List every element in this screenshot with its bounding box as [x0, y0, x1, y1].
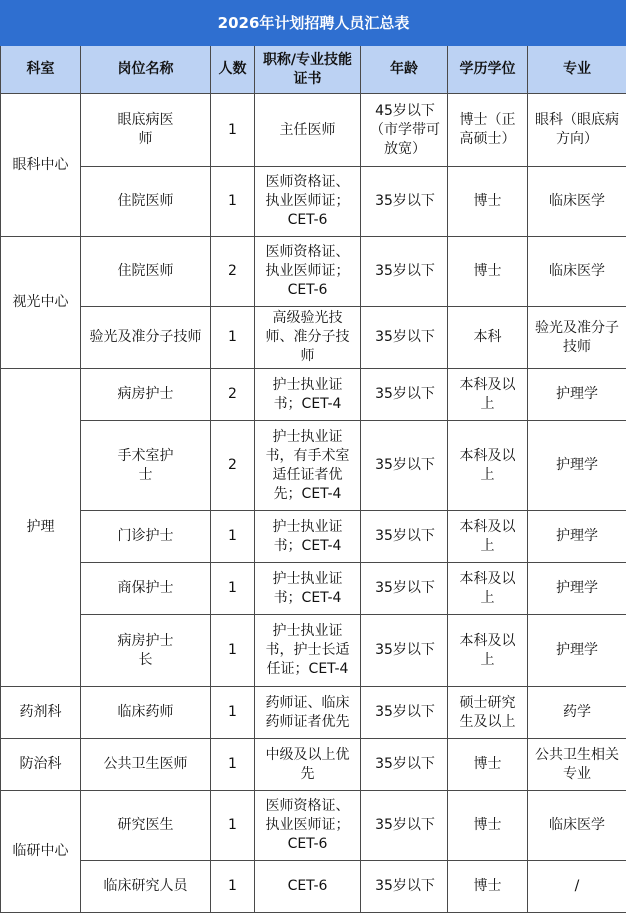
- count-text: 1: [215, 328, 250, 347]
- degree-text: 博士: [458, 755, 518, 774]
- count-cell: [211, 369, 255, 421]
- cert-text: CET-6: [261, 877, 355, 896]
- count-text: 1: [215, 877, 250, 896]
- table-row: [1, 615, 626, 687]
- major-cell: [528, 563, 626, 615]
- major-text: 护理学: [533, 456, 621, 475]
- cert-text: 高级验光技师、准分子技师: [261, 309, 355, 366]
- table-row: [1, 307, 626, 369]
- position-cell: [81, 167, 211, 237]
- age-cell: [361, 687, 448, 739]
- cert-cell: [255, 237, 361, 307]
- degree-text: 硕士研究生及以上: [458, 694, 518, 732]
- cert-text: 护士执业证书，有手术室适任证者优先；CET-4: [261, 428, 355, 504]
- count-cell: [211, 167, 255, 237]
- cert-cell: [255, 861, 361, 913]
- count-cell: [211, 861, 255, 913]
- count-cell: [211, 615, 255, 687]
- table-body: [1, 94, 626, 913]
- position-text: 商保护士: [85, 579, 206, 598]
- degree-text: 博士: [458, 877, 518, 896]
- header-degree: 学历学位: [448, 46, 528, 94]
- degree-cell: [448, 511, 528, 563]
- cert-cell: [255, 687, 361, 739]
- major-text: 临床医学: [533, 192, 621, 211]
- major-text: 护理学: [533, 385, 621, 404]
- major-cell: [528, 307, 626, 369]
- major-cell: [528, 687, 626, 739]
- position-cell: [81, 861, 211, 913]
- header-major: 专业: [528, 46, 626, 94]
- cert-text: 护士执业证书，护士长适任证；CET-4: [261, 622, 355, 679]
- position-text: 公共卫生医师: [85, 755, 206, 774]
- degree-cell: [448, 307, 528, 369]
- age-text: 45岁以下（市学带可放宽）: [365, 102, 445, 159]
- position-cell: [81, 739, 211, 791]
- dept-cell: 防治科: [1, 739, 81, 791]
- age-text: 35岁以下: [365, 816, 445, 835]
- age-text: 35岁以下: [365, 385, 445, 404]
- degree-text: 本科及以上: [458, 447, 518, 485]
- position-text: 手术室护士: [116, 447, 176, 485]
- degree-text: 本科及以上: [458, 518, 518, 556]
- major-cell: [528, 511, 626, 563]
- age-text: 35岁以下: [365, 755, 445, 774]
- major-text: 药学: [533, 703, 621, 722]
- dept-cell: 护理: [1, 369, 81, 687]
- cert-text: 中级及以上优先: [261, 746, 355, 784]
- table-row: [1, 687, 626, 739]
- count-cell: [211, 511, 255, 563]
- major-text: 眼科（眼底病方向）: [533, 111, 621, 149]
- cert-cell: [255, 511, 361, 563]
- degree-cell: [448, 563, 528, 615]
- cert-cell: [255, 615, 361, 687]
- position-cell: [81, 687, 211, 739]
- cert-text: 护士执业证书；CET-4: [261, 376, 355, 414]
- table-row: [1, 369, 626, 421]
- age-text: 35岁以下: [365, 641, 445, 660]
- position-text: 病房护士长: [116, 632, 176, 670]
- cert-text: 护士执业证书；CET-4: [261, 518, 355, 556]
- cert-cell: [255, 739, 361, 791]
- table-row: [1, 739, 626, 791]
- major-text: 护理学: [533, 579, 621, 598]
- degree-text: 博士: [458, 816, 518, 835]
- count-text: 1: [215, 641, 250, 660]
- major-text: 护理学: [533, 527, 621, 546]
- degree-cell: [448, 167, 528, 237]
- age-cell: [361, 369, 448, 421]
- cert-cell: [255, 167, 361, 237]
- count-text: 1: [215, 527, 250, 546]
- position-cell: [81, 563, 211, 615]
- age-cell: [361, 861, 448, 913]
- position-cell: [81, 307, 211, 369]
- major-text: 公共卫生相关专业: [533, 746, 621, 784]
- table-row: [1, 791, 626, 861]
- count-cell: [211, 563, 255, 615]
- count-text: 1: [215, 703, 250, 722]
- position-cell: [81, 615, 211, 687]
- count-cell: [211, 94, 255, 167]
- degree-cell: [448, 739, 528, 791]
- age-text: 35岁以下: [365, 456, 445, 475]
- degree-text: 本科及以上: [458, 632, 518, 670]
- cert-cell: [255, 563, 361, 615]
- age-cell: [361, 237, 448, 307]
- position-cell: [81, 94, 211, 167]
- age-cell: [361, 739, 448, 791]
- cert-cell: [255, 369, 361, 421]
- age-text: 35岁以下: [365, 579, 445, 598]
- count-cell: [211, 237, 255, 307]
- major-cell: [528, 791, 626, 861]
- age-text: 35岁以下: [365, 328, 445, 347]
- age-cell: [361, 615, 448, 687]
- degree-cell: [448, 861, 528, 913]
- degree-cell: [448, 791, 528, 861]
- major-cell: [528, 861, 626, 913]
- major-cell: [528, 615, 626, 687]
- count-text: 1: [215, 579, 250, 598]
- count-cell: [211, 307, 255, 369]
- count-cell: [211, 739, 255, 791]
- degree-cell: [448, 421, 528, 511]
- count-cell: [211, 687, 255, 739]
- position-cell: [81, 369, 211, 421]
- cert-text: 医师资格证、执业医师证；CET-6: [261, 173, 355, 230]
- major-text: 临床医学: [533, 816, 621, 835]
- count-cell: [211, 421, 255, 511]
- degree-cell: [448, 615, 528, 687]
- position-cell: [81, 791, 211, 861]
- cert-cell: [255, 94, 361, 167]
- major-text: 临床医学: [533, 262, 621, 281]
- age-text: 35岁以下: [365, 192, 445, 211]
- dept-cell: 视光中心: [1, 237, 81, 369]
- table-row: [1, 167, 626, 237]
- dept-cell: 临研中心: [1, 791, 81, 913]
- position-text: 住院医师: [85, 192, 206, 211]
- age-cell: [361, 791, 448, 861]
- degree-text: 博士: [458, 192, 518, 211]
- degree-text: 博士: [458, 262, 518, 281]
- position-cell: [81, 237, 211, 307]
- cert-cell: [255, 791, 361, 861]
- table-title: 2026年计划招聘人员汇总表: [1, 1, 626, 46]
- count-text: 1: [215, 121, 250, 140]
- major-cell: [528, 94, 626, 167]
- table-row: [1, 94, 626, 167]
- table-row: [1, 511, 626, 563]
- position-text: 验光及准分子技师: [85, 328, 206, 347]
- major-cell: [528, 237, 626, 307]
- degree-text: 博士（正高硕士）: [458, 111, 518, 149]
- position-cell: [81, 421, 211, 511]
- position-text: 门诊护士: [85, 527, 206, 546]
- table-row: [1, 421, 626, 511]
- degree-cell: [448, 94, 528, 167]
- header-dept: 科室: [1, 46, 81, 94]
- count-text: 2: [215, 385, 250, 404]
- cert-text: 主任医师: [261, 121, 355, 140]
- position-text: 临床研究人员: [85, 877, 206, 896]
- major-text: 验光及准分子技师: [533, 319, 621, 357]
- degree-cell: [448, 237, 528, 307]
- degree-cell: [448, 687, 528, 739]
- major-text: 护理学: [533, 641, 621, 660]
- major-text: /: [533, 877, 621, 896]
- position-text: 临床药师: [85, 703, 206, 722]
- position-text: 住院医师: [85, 262, 206, 281]
- header-count: 人数: [211, 46, 255, 94]
- age-text: 35岁以下: [365, 877, 445, 896]
- cert-text: 医师资格证、执业医师证；CET-6: [261, 243, 355, 300]
- cert-cell: [255, 307, 361, 369]
- position-cell: [81, 511, 211, 563]
- count-text: 1: [215, 816, 250, 835]
- age-cell: [361, 94, 448, 167]
- degree-text: 本科: [458, 328, 518, 347]
- table-row: [1, 563, 626, 615]
- age-text: 35岁以下: [365, 527, 445, 546]
- position-text: 病房护士: [85, 385, 206, 404]
- age-cell: [361, 421, 448, 511]
- count-text: 1: [215, 192, 250, 211]
- major-cell: [528, 739, 626, 791]
- cert-text: 护士执业证书；CET-4: [261, 570, 355, 608]
- degree-text: 本科及以上: [458, 376, 518, 414]
- table-row: [1, 237, 626, 307]
- age-cell: [361, 307, 448, 369]
- age-cell: [361, 563, 448, 615]
- position-text: 眼底病医师: [116, 111, 176, 149]
- degree-text: 本科及以上: [458, 570, 518, 608]
- count-text: 1: [215, 755, 250, 774]
- age-cell: [361, 511, 448, 563]
- count-cell: [211, 791, 255, 861]
- age-text: 35岁以下: [365, 703, 445, 722]
- header-position: 岗位名称: [81, 46, 211, 94]
- cert-cell: [255, 421, 361, 511]
- position-text: 研究医生: [85, 816, 206, 835]
- dept-cell: 药剂科: [1, 687, 81, 739]
- header-age: 年龄: [361, 46, 448, 94]
- count-text: 2: [215, 262, 250, 281]
- cert-text: 药师证、临床药师证者优先: [261, 694, 355, 732]
- age-cell: [361, 167, 448, 237]
- major-cell: [528, 167, 626, 237]
- table-row: [1, 861, 626, 913]
- major-cell: [528, 369, 626, 421]
- cert-text: 医师资格证、执业医师证；CET-6: [261, 797, 355, 854]
- count-text: 2: [215, 456, 250, 475]
- header-cert: 职称/专业技能证书: [255, 46, 361, 94]
- header-row: [1, 46, 626, 94]
- age-text: 35岁以下: [365, 262, 445, 281]
- major-cell: [528, 421, 626, 511]
- dept-cell: 眼科中心: [1, 94, 81, 237]
- degree-cell: [448, 369, 528, 421]
